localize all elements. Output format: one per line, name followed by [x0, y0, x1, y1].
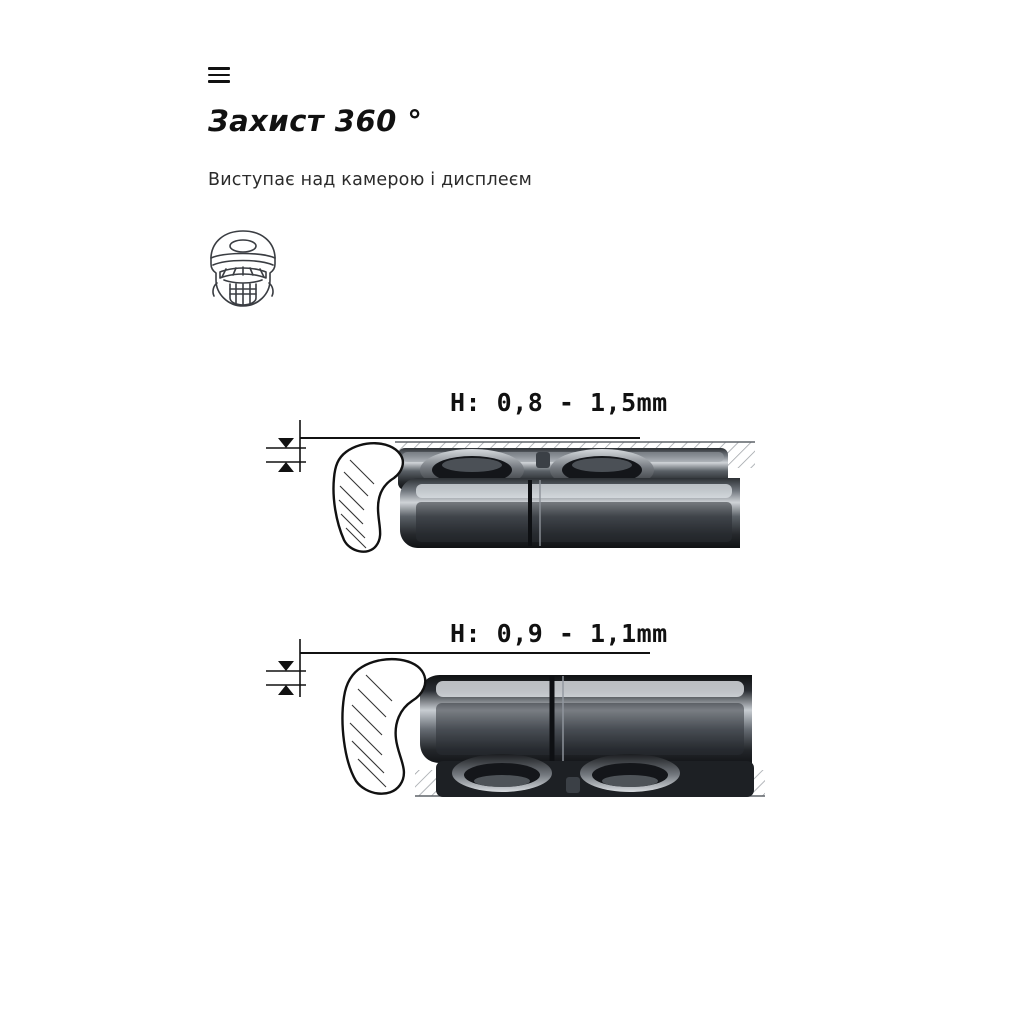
- hamburger-bar: [208, 67, 230, 70]
- hamburger-bar: [208, 74, 230, 77]
- dimension-label-display: H: 0,9 - 1,1mm: [450, 619, 668, 648]
- phone-body: [400, 478, 740, 548]
- diagram-display-protrusion: [240, 605, 800, 840]
- diagram-camera-protrusion: [240, 380, 800, 595]
- stormtrooper-helmet-icon: [200, 228, 286, 310]
- case-cross-section: [343, 659, 426, 794]
- hamburger-bar: [208, 80, 230, 83]
- phone-body: [420, 675, 752, 763]
- page-subtitle: Виступає над камерою і дисплеєм: [208, 170, 533, 190]
- hamburger-menu-icon[interactable]: [208, 62, 234, 88]
- case-cross-section: [333, 443, 402, 551]
- dimension-label-camera: H: 0,8 - 1,5mm: [450, 388, 668, 417]
- page-title: Захист 360 °: [208, 104, 423, 138]
